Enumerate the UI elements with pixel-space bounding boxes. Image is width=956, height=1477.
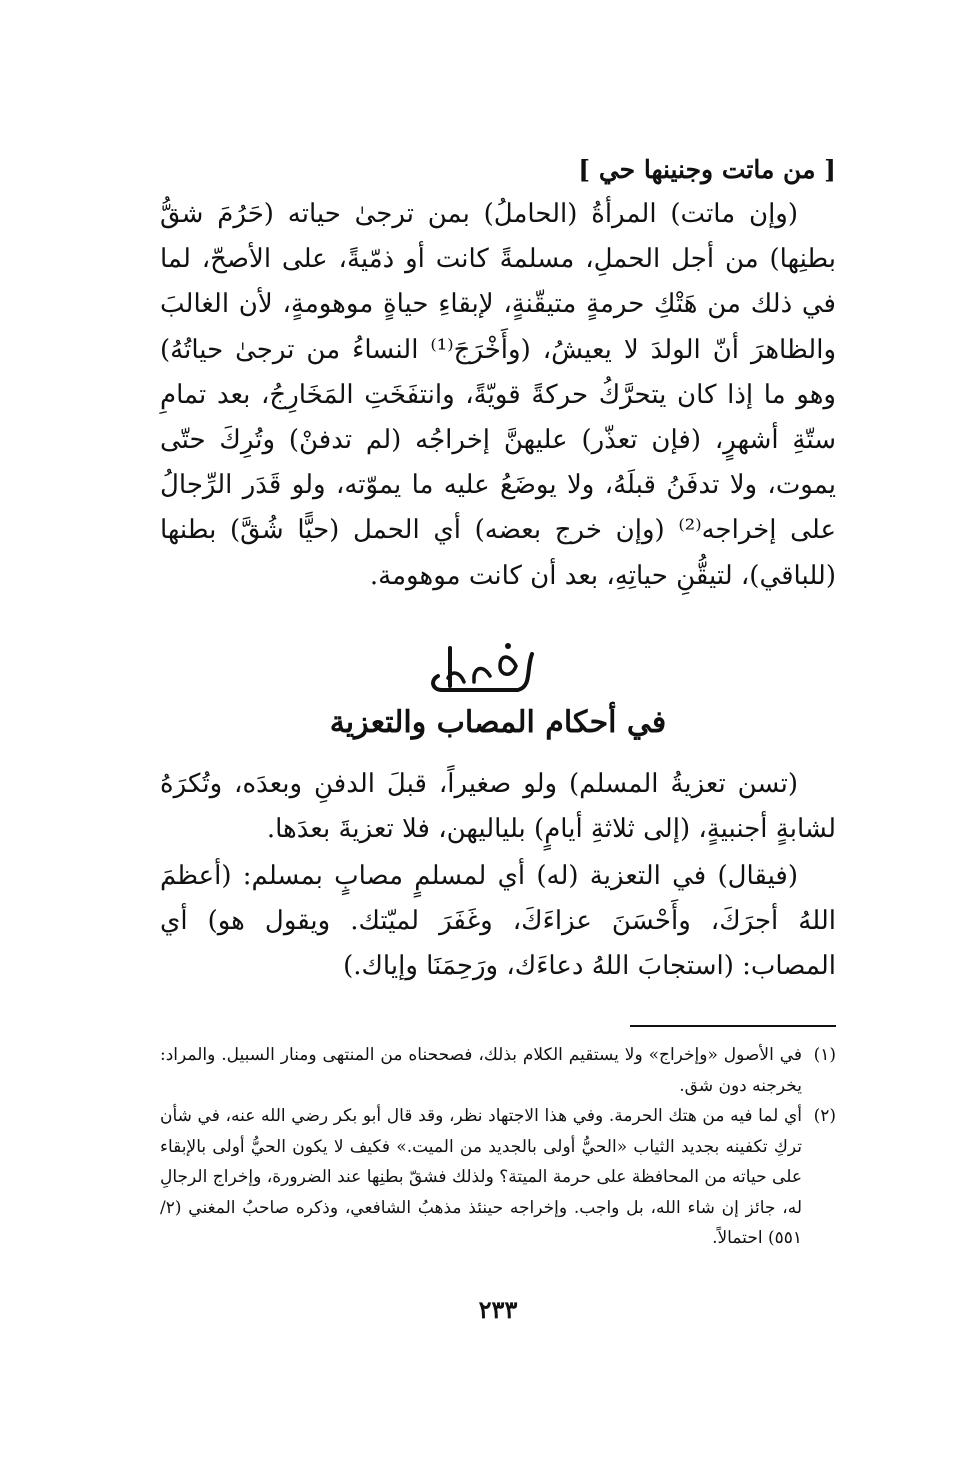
fasl-ornament-text	[420, 636, 540, 702]
page-number: ٢٣٣	[478, 1295, 518, 1324]
footnote-divider	[630, 1025, 836, 1027]
footnote-text: أي لما فيه من هتك الحرمة. وفي هذا الاجتهاد نظر، وقد قال أبو بكر رضي الله عنه، في شأن تركِ تكفينه بجديد الثياب «الحيُّ أولى بالجديد من الميت.» فكيف لا يكون الحيُّ أولى بالإبقاء على حياته من المحافظة على حرمة الميتة؟ ولذلك فشقّ بطنِها عند الضرورة، وإخراج الرجالِ له، جائز إن شاء الله، بل واجب. وإخراجه حينئذ مذهبُ الشافعي، وذكره صاحبُ المغني (٢/ ٥٥١) احتمالاً.	[160, 1106, 802, 1248]
fasl-ornament	[420, 636, 540, 702]
section-heading: [ من ماتت وجنينها حي ]	[578, 155, 836, 184]
body-paragraph: (وإن ماتت) المرأةُ (الحاملُ) بمن ترجىٰ حياته (حَرُمَ شقُّ بطنِها) من أجل الحملِ، مسلمةً كانت أو ذمّيةً، على الأصحّ، لما في ذلك من هَتْكِ حرمةٍ متيقّنةٍ، لإبقاءِ حياةٍ موهومةٍ، لأن الغالبَ والظاهرَ أنّ الولدَ لا يعيشُ، (وأَخْرَجَ⁽¹⁾ النساءُ من ترجىٰ حياتُهُ) وهو ما إذا كان يتحرَّكُ حركةً قويّةً، وانتفَخَتِ المَخَارِجُ، بعد تمامِ ستّةِ أشهرٍ، (فإن تعذّر) عليهنَّ إخراجُه (لم تدفنْ) وتُرِكَ حتّى يموت، ولا تدفَنُ قبلَهُ، ولا يوضَعُ عليه ما يموّته، ولو قَدَر الرِّجالُ على إخراجه⁽²⁾ (وإن خرج بعضه) أي الحمل (حيًّا شُقَّ) بطنها (للباقي)، لتيقُّنِ حياتِهِ، بعد أن كانت موهومة.	[160, 199, 837, 591]
chapter-paragraph: (فيقال) في التعزية (له) أي لمسلمٍ مصابٍ بمسلم: (أعظمَ اللهُ أجرَكَ، وأَحْسَنَ عزاءَكَ، وغَفَرَ لميّتك. ويقول هو) أي المصاب: (استجابَ اللهُ دعاءَك، ورَحِمَنَا وإياك.)	[160, 861, 836, 982]
footnotes	[160, 1040, 836, 1254]
footnote-text: في الأصول «وإخراج» ولا يستقيم الكلام بذلك، فصححناه من المنتهى ومنار السبيل. والمراد: يخرجنه دون شق.	[160, 1045, 802, 1096]
footnote-marker: (١)	[813, 1045, 836, 1065]
footnote-marker: (٢)	[813, 1106, 836, 1126]
footnote	[160, 1040, 836, 1101]
chapter-paragraph: (تسن تعزيةُ المسلم) ولو صغيراً، قبلَ الدفنِ وبعدَه، وتُكرَهُ لشابةٍ أجنبيةٍ، (إلى ثلاثةِ أيامٍ) بلياليهن، فلا تعزيةَ بعدَها.	[160, 769, 836, 845]
chapter-title: في أحكام المصاب والتعزية	[329, 705, 667, 740]
footnote	[160, 1101, 836, 1254]
